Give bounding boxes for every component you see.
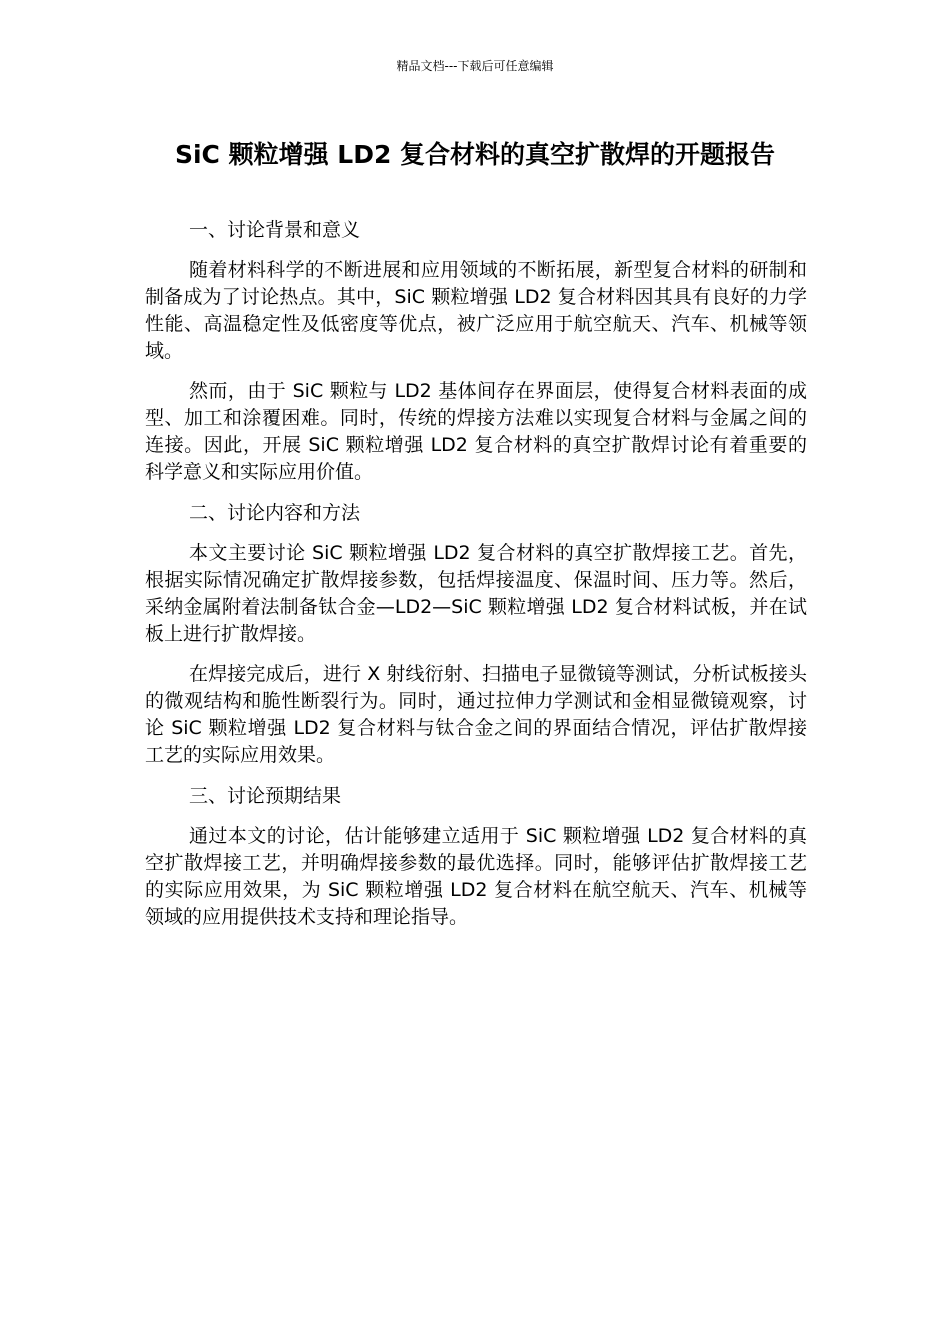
- document-title: SiC 颗粒增强 LD2 复合材料的真空扩散焊的开题报告: [174, 140, 776, 169]
- document-body: [145, 216, 807, 944]
- paragraph: 在焊接完成后，进行 X 射线衍射、扫描电子显微镜等测试，分析试板接头的微观结构和脆性断裂行为。同时，通过拉伸力学测试和金相显微镜观察，讨论 SiC 颗粒增强 LD2 复合材料与钛合金之间的界面结合情况，评估扩散焊接工艺的实际应用效果。: [145, 663, 807, 766]
- header-note: 精品文档---下载后可任意编辑: [396, 59, 554, 73]
- paragraph: 本文主要讨论 SiC 颗粒增强 LD2 复合材料的真空扩散焊接工艺。首先，根据实际情况确定扩散焊接参数，包括焊接温度、保温时间、压力等。然后，采纳金属附着法制备钛合金—LD2—SiC 颗粒增强 LD2 复合材料试板，并在试板上进行扩散焊接。: [145, 542, 807, 645]
- section-heading-expected-results: 三、讨论预期结果: [189, 785, 342, 807]
- section-heading-content-methods: 二、讨论内容和方法: [189, 502, 361, 524]
- section-heading-background: 一、讨论背景和意义: [189, 219, 361, 241]
- paragraph: 随着材料科学的不断进展和应用领域的不断拓展，新型复合材料的研制和制备成为了讨论热点。其中，SiC 颗粒增强 LD2 复合材料因其具有良好的力学性能、高温稳定性及低密度等优点，被广泛应用于航空航天、汽车、机械等领域。: [145, 259, 807, 362]
- paragraph: 通过本文的讨论，估计能够建立适用于 SiC 颗粒增强 LD2 复合材料的真空扩散焊接工艺，并明确焊接参数的最优选择。同时，能够评估扩散焊接工艺的实际应用效果，为 SiC 颗粒增强 LD2 复合材料在航空航天、汽车、机械等领域的应用提供技术支持和理论指导。: [145, 825, 807, 928]
- paragraph: 然而，由于 SiC 颗粒与 LD2 基体间存在界面层，使得复合材料表面的成型、加工和涂覆困难。同时，传统的焊接方法难以实现复合材料与金属之间的连接。因此，开展 SiC 颗粒增强 LD2 复合材料的真空扩散焊讨论有着重要的科学意义和实际应用价值。: [145, 380, 807, 483]
